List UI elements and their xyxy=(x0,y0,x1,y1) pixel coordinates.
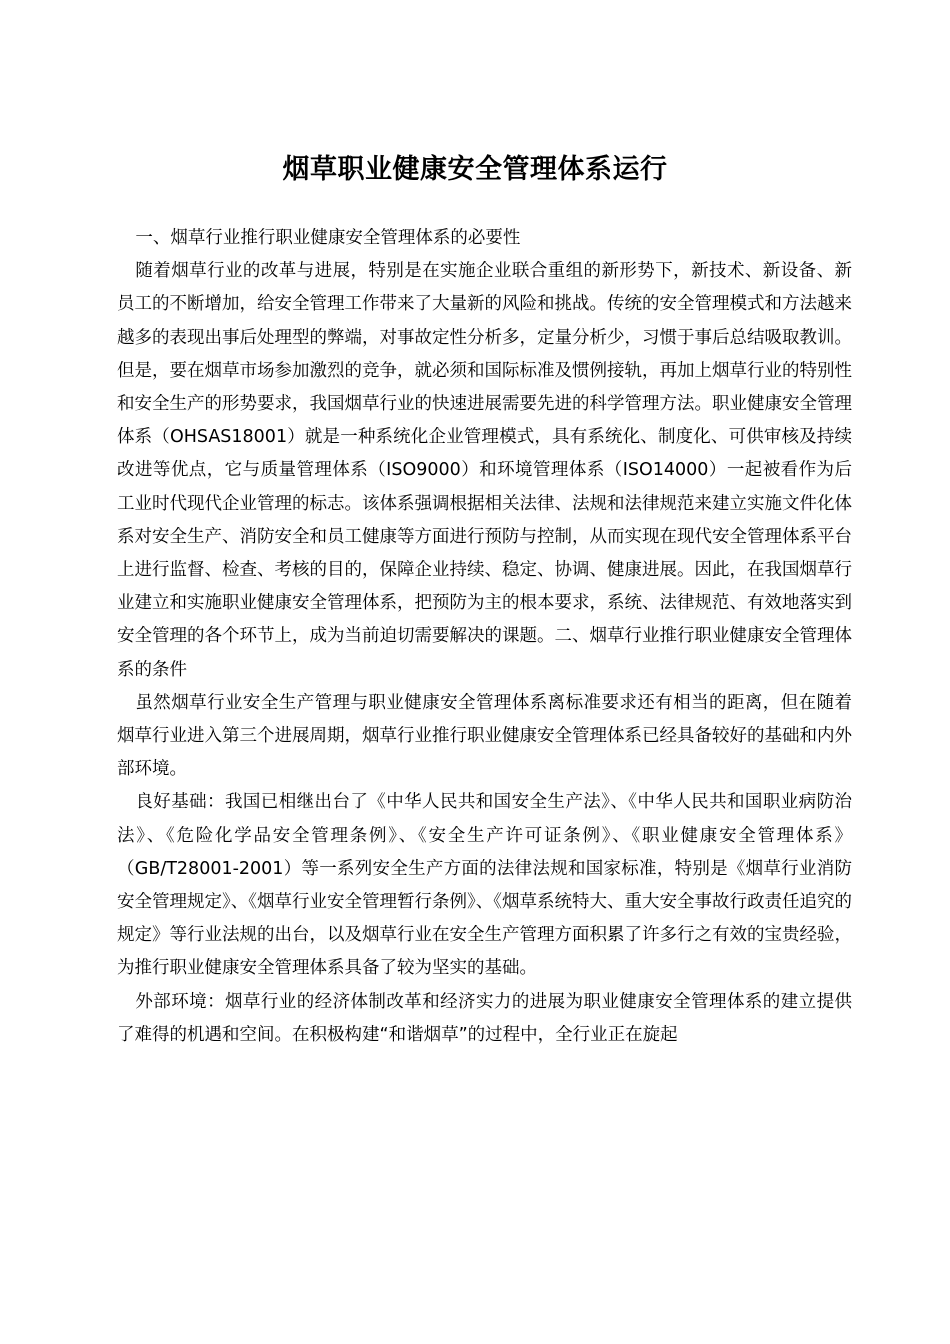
paragraph-necessity: 随着烟草行业的改革与进展，特别是在实施企业联合重组的新形势下，新技术、新设备、新员工的不断增加，给安全管理工作带来了大量新的风险和挑战。传统的安全管理模式和方法越来越多的表现出事后处理型的弊端，对事故定性分析多，定量分析少，习惯于事后总结吸取教训。但是，要在烟草市场参加激烈的竞争，就必须和国际标准及惯例接轨，再加上烟草行业的特别性和安全生产的形势要求，我国烟草行业的快速进展需要先进的科学管理方法。职业健康安全管理体系（OHSAS18001）就是一种系统化企业管理模式，具有系统化、制度化、可供审核及持续改进等优点，它与质量管理体系（ISO9000）和环境管理体系（ISO14000）一起被看作为后工业时代现代企业管理的标志。该体系强调根据相关法律、法规和法律规范来建立实施文件化体系对安全生产、消防安全和员工健康等方面进行预防与控制，从而实现在现代安全管理体系平台上进行监督、检查、考核的目的，保障企业持续、稳定、协调、健康进展。因此，在我国烟草行业建立和实施职业健康安全管理体系，把预防为主的根本要求，系统、法律规范、有效地落实到安全管理的各个环节上，成为当前迫切需要解决的课题。二、烟草行业推行职业健康安全管理体系的条件 xyxy=(117,261,852,680)
paragraph-good-foundation: 良好基础：我国已相继出台了《中华人民共和国安全生产法》、《中华人民共和国职业病防治法》、《危险化学品安全管理条例》、《安全生产许可证条例》、《职业健康安全管理体系》（GB/T28001-2001）等一系列安全生产方面的法律法规和国家标准，特别是《烟草行业消防安全管理规定》、《烟草行业安全管理暂行条例》、《烟草系统特大、重大安全事故行政责任追究的规定》等行业法规的出台，以及烟草行业在安全生产管理方面积累了许多行之有效的宝贵经验，为推行职业健康安全管理体系具备了较为坚实的基础。 xyxy=(117,792,852,979)
section-heading-1: 一、烟草行业推行职业健康安全管理体系的必要性 xyxy=(135,228,521,248)
paragraph-external-environment: 外部环境：烟草行业的经济体制改革和经济实力的进展为职业健康安全管理体系的建立提供了难得的机遇和空间。在积极构建“和谐烟草”的过程中，全行业正在旋起 xyxy=(117,991,852,1045)
document-title: 烟草职业健康安全管理体系运行 xyxy=(282,154,668,186)
document-body xyxy=(117,222,852,1052)
paragraph-conditions-intro: 虽然烟草行业安全生产管理与职业健康安全管理体系离标准要求还有相当的距离，但在随着烟草行业进入第三个进展周期，烟草行业推行职业健康安全管理体系已经具备较好的基础和内外部环境。 xyxy=(117,692,852,780)
